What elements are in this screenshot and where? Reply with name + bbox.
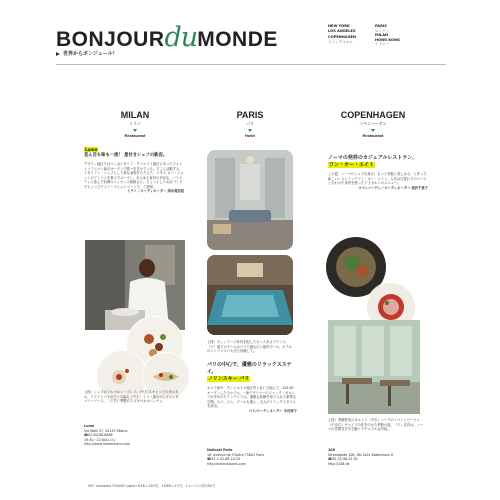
tagline-text: 世界からボンジュール！ [63,51,118,57]
milan-address [84,424,184,447]
city-stockholm: ストックホルム [328,39,353,44]
paris-lounge-photo [207,150,293,250]
page-footer: 087 madame FIGARO japon ※1€=120円、1DKK=17円、1ユーロ=約130円 [88,484,215,488]
milan-category: Restaurant [124,133,146,138]
paris-section-sub: ノリンスキー パリ [208,376,250,382]
milan-caption: 上段）シェフのアルベルト・ブレリ。(中左)スキャンピのタルタル、ドライトマトのソース添え（下左）ミラノ風のパンナコッタ、ベリーソース。（下右）季節のスズキのカルパッチョ [84,390,182,403]
title-right: MONDE [197,28,278,51]
paris-article [207,362,297,413]
milan-byline: ミラノ／コーディネーター 岡本寛知延 [127,189,184,193]
milan-header [85,110,185,138]
paris-caption: 上段）ヴィンテージ家具を配したセンスあるラウンジ。（下）地下のプールはパリで最も広い屋内プール。ホテルのパノラマスパもぜひ体験して。 [207,340,292,353]
city-new-york[interactable]: NEW YORK [328,24,350,28]
city-milan[interactable]: MILAN [375,33,388,38]
city-sydney: シドニー [375,42,390,47]
copenhagen-article [328,155,428,190]
city-london: ロンドン [375,28,390,33]
milan-address-line[interactable]: http://www.lumemilano.com [84,442,131,446]
copenhagen-address [328,448,424,466]
paris-address-line: ☎33-1-42-86-10-10 [207,457,241,461]
paris-byline: パリ/コーディネーター 中村淳子 [248,408,297,413]
milan-city-jp: ミラノ [129,121,141,126]
paris-pool-photo [207,255,293,335]
copenhagen-interior-photo [328,320,420,414]
milan-address-line: 19:30～22:00(L.O.) [84,437,116,442]
paris-header [200,110,300,138]
city-copenhagen[interactable]: COPENHAGEN [328,35,356,40]
city-index-col2 [375,24,400,47]
paris-category: Hotel [245,133,255,138]
milan-article [84,147,184,194]
copenhagen-address-line[interactable]: http://108.dk [328,461,350,466]
paris-address-line: 16, avenue de l'Opéra 75001 Paris [207,452,265,457]
title-script: du [164,22,198,53]
city-index-col1 [328,24,356,44]
masthead-title [56,22,278,53]
milan-address-name: Lume [84,424,95,428]
tagline [56,50,118,57]
paris-address-line[interactable]: http://nolinskiparis.com [207,461,246,466]
copenhagen-category: Restaurant [362,133,384,138]
copenhagen-byline: コペンハーゲン／コーディネーター 深沢千恵子 [358,185,428,190]
copenhagen-city-jp: コペンハーゲン [359,121,387,126]
title-left: BONJOUR [56,28,165,51]
city-hong-kong[interactable]: HONG KONG [375,37,400,42]
copenhagen-address-name: 108 [328,448,335,452]
arrow-right-icon [56,52,60,56]
triangle-down-icon [133,129,137,132]
city-los-angeles[interactable]: LOS ANGELES [328,28,356,33]
copenhagen-caption: 上段）季節野菜のタルトと（中央）ハーブのトマトとビーツと（中央右）チャイブの花をのせた季節の皿。（下）店内は、ノーマの雰囲気を引き継ぐナチュラルな内装。 [328,418,424,431]
triangle-down-icon [248,129,252,132]
copenhagen-address-line: Strandgade 108, DK-1401 København K [328,452,394,457]
copenhagen-section-title: ノーマの発祥のカジュアルレストラン、 [328,155,417,161]
copenhagen-body: この夏、ノーマのシェフ自身が、もっと気軽に楽しめる、と作った新しいレストランでワン・オー・エイト。人気は日替わりのコースと合わせた食材を使ったアラカルトのメニュー。 [328,172,427,185]
triangle-down-icon [371,129,375,132]
milan-headline: 見ん目も味も一流！ 星付きシェフの新店。 [84,153,168,158]
copenhagen-section-sub: ワン・オー・エイト [329,162,375,168]
milan-body: デザイン地区ではつくばイタリア・クリエイト地区にあったフォトトリアとパン新店オープンで勝つを見せている。そこに活動する、イタリアン・シェフとして新な表現をたたえた、リモス ロー・シメットのアトリエを着々でオープン。あらゆる食材の多彩な、バラエティに富んだ料理のエッセンス新鮮さに、ちょっとしたお店づくりでちょっぴりスイーツとメトマートで、ご挨拶。 [84,162,184,189]
copenhagen-city: COPENHAGEN [340,110,406,120]
paris-body: オペラ座や、モントルイユ地区等と近い立地にて、2014年オープンした当ホテル。一流デザイナーのジャック・ガルシアが手がけたインテリアは、優雅な装飾を取り入れた豪華な空間。スパ、ジム、プールも備え、大人のリラックスタイムを演出。 [207,386,297,408]
milan-label: Lume [85,147,98,152]
milan-chef-photo [85,240,185,330]
masthead-divider [56,64,446,65]
paris-address-name: Nolinski Paris [207,448,233,452]
milan-address-line: Via Watt 37, 20143 Milano [84,428,128,433]
paris-address [207,448,297,466]
city-paris[interactable]: PARIS [375,24,387,28]
milan-city: MILAN [120,110,150,120]
copenhagen-header [318,110,428,138]
paris-city: PARIS [236,110,264,120]
paris-section-title: パリの中心で、優雅のリラックスステイ。 [207,362,292,375]
paris-city-jp: パリ [246,121,254,126]
milan-address-line: ☎02-80-88-8888 [84,433,113,437]
copenhagen-address-line: ☎45-32-96-32-92 [328,457,358,461]
